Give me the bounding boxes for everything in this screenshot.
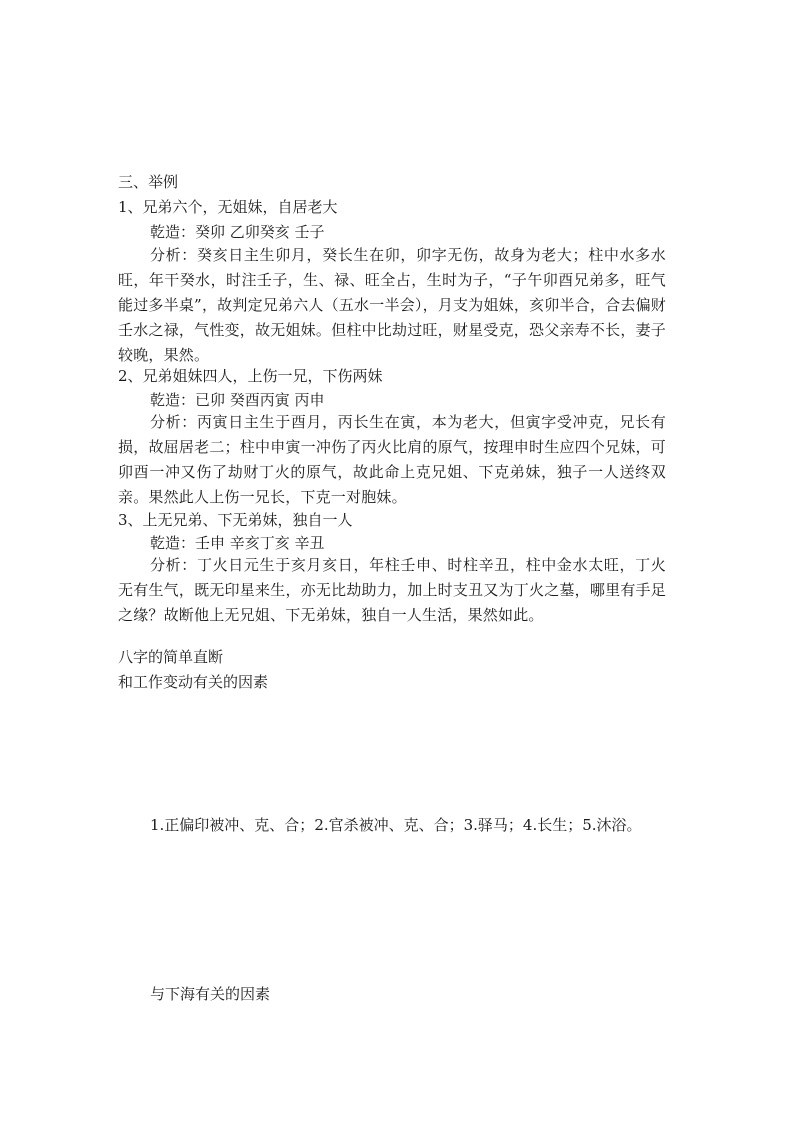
example-2-title: 2、兄弟姐妹四人，上伤一兄，下伤两妹 <box>118 367 383 385</box>
job-change-subtitle: 和工作变动有关的因素 <box>118 673 269 691</box>
example-2-analysis: 分析：丙寅日主生于酉月，丙长生在寅，本为老大，但寅字受冲克，兄长有损，故屈居老二；柱中申寅一冲伤了丙火比肩的原气，按理申时生应四个兄妹，可卯酉一冲又伤了劫财丁火的原气，故此命上克兄姐、下克弟妹，独子一人送终双亲。果然此人上伤一兄长，下克一对胞妹。 <box>118 413 666 506</box>
going-into-business-heading: 与下海有关的因素 <box>150 985 271 1003</box>
job-change-factors: 1.正偏印被冲、克、合；2.官杀被冲、克、合；3.驿马；4.长生；5.沐浴。 <box>150 816 642 834</box>
example-3-title: 3、上无兄弟、下无弟妹，独自一人 <box>118 511 353 529</box>
example-3-analysis: 分析：丁火日元生于亥月亥日，年柱壬申、时柱辛丑，柱中金水太旺，丁火无有生气，既无印星来生，亦无比劫助力，加上时支丑又为丁火之墓，哪里有手足之缘？故断他上无兄姐、下无弟妹，独自一人生活，果然如此。 <box>118 556 666 624</box>
section-heading: 三、举例 <box>118 173 179 191</box>
simple-judgment-title: 八字的简单直断 <box>118 648 224 666</box>
example-3-chart: 乾造：壬申 辛亥丁亥 辛丑 <box>150 534 325 552</box>
example-1-chart: 乾造：癸卯 乙卯癸亥 壬子 <box>150 223 325 241</box>
example-1-analysis: 分析：癸亥日主生卯月，癸长生在卯，卯字无伤，故身为老大；柱中水多水旺，年干癸水，时注壬子，生、禄、旺全占，生时为子，“子午卯酉兄弟多，旺气能过多半桌”，故判定兄弟六人（五水一半会），月支为姐妹，亥卯半合，合去偏财壬水之禄，气性变，故无姐妹。但柱中比劫过旺，财星受克，恐父亲寿不长，妻子较晚，果然。 <box>118 246 666 364</box>
example-2-chart: 乾造：已卯 癸酉丙寅 丙申 <box>150 391 325 409</box>
example-1-title: 1、兄弟六个，无姐妹，自居老大 <box>118 198 338 216</box>
